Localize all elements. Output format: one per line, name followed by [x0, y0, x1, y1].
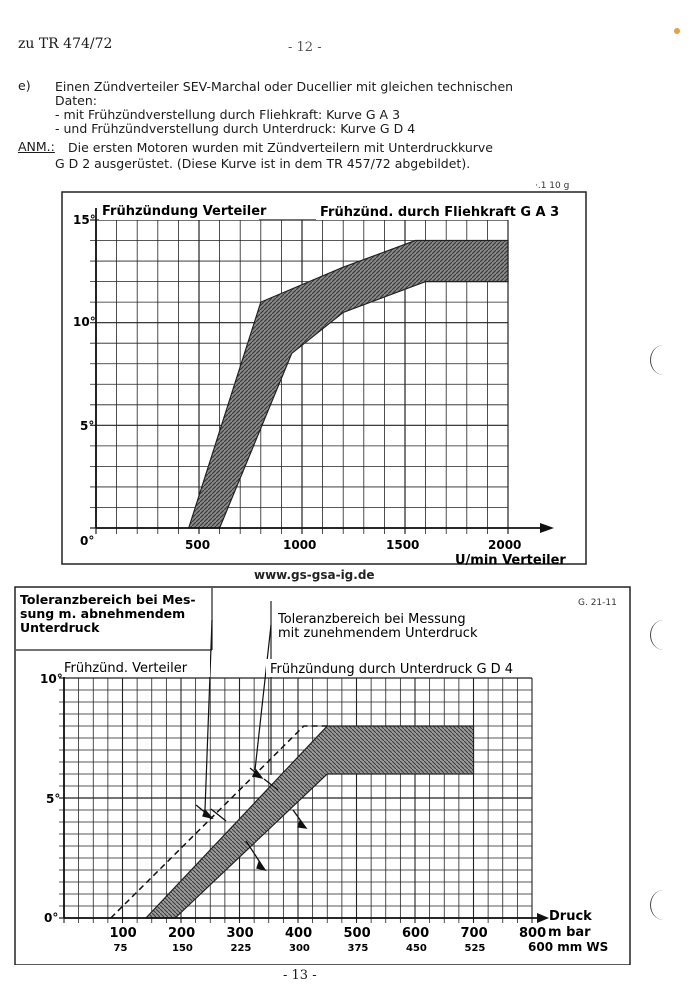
- chart2-x-tick-ws: 375: [347, 943, 369, 954]
- annot-right-line-1: Toleranzbereich bei Messung: [278, 612, 466, 627]
- anm-line-2: G D 2 ausgerüstet. (Diese Kurve ist in dem TR 457/72 abgebildet).: [55, 156, 471, 171]
- text-line-3: - mit Frühzündverstellung durch Fliehkraft: Kurve G A 3: [55, 107, 401, 122]
- watermark: www.gs-gsa-ig.de: [254, 568, 375, 582]
- corner-mark: [674, 28, 680, 34]
- chart1-corner-label: ·.1 10 g: [535, 181, 570, 191]
- chart2-x-tick: 500: [343, 926, 371, 941]
- chart1-left-title: Frühzündung Verteiler: [102, 204, 267, 219]
- text-line-2: Daten:: [55, 93, 98, 108]
- chart2-corner-label: G. 21-11: [578, 598, 617, 608]
- chart2-x-tick: 800: [519, 926, 547, 941]
- chart1-right-title: Frühzünd. durch Fliehkraft G A 3: [320, 205, 560, 220]
- chart2-y-tick-0: 0°: [44, 911, 59, 925]
- chart2-x-tick-ws: 150: [172, 943, 193, 954]
- annot-right-line-2: mit zunehmendem Unterdruck: [278, 626, 478, 641]
- chart1-x-tick-2000: 2000: [488, 538, 522, 552]
- chart1-y-tick-15: 15°: [73, 213, 96, 227]
- chart2-x-tick-ws: 225: [230, 943, 252, 954]
- chart2-x-tick-ws: 450: [406, 943, 427, 954]
- fliehkraft-chart: [0, 170, 700, 570]
- text-line-4: - und Frühzündverstellung durch Unterdruck: Kurve G D 4: [55, 121, 416, 136]
- chart2-x-tick: 300: [226, 926, 254, 941]
- chart1-y-tick-10: 10°: [73, 315, 96, 329]
- chart2-x-label-druck: Druck: [549, 909, 592, 924]
- anm-line-1: Die ersten Motoren wurden mit Zündverteilern mit Unterdruckkurve: [68, 140, 493, 155]
- chart2-x-tick: 600: [402, 926, 430, 941]
- chart2-right-title: Frühzündung durch Unterdruck G D 4: [270, 662, 514, 677]
- annot-left-line-1: Toleranzbereich bei Mes-: [20, 592, 196, 607]
- chart2-x-axis-arrow: [537, 913, 549, 923]
- chart1-x-tick-1000: 1000: [283, 538, 317, 552]
- anm-label: ANM.:: [18, 139, 55, 154]
- chart2-x-tick: 700: [460, 926, 488, 941]
- text-line-1: Einen Zündverteiler SEV-Marchal oder Ducellier mit gleichen technischen: [55, 79, 514, 94]
- page-number-top: - 12 -: [288, 40, 322, 55]
- chart2-left-title: Frühzünd. Verteiler: [64, 661, 188, 676]
- chart2-x-label-mbar: m bar: [548, 925, 591, 940]
- chart1-x-tick-500: 500: [185, 538, 211, 552]
- chart2-x-tick-ws: 75: [113, 943, 128, 954]
- chart2-y-tick-10: 10°: [40, 672, 63, 686]
- chart1-x-unit: U/min Verteiler: [455, 553, 566, 568]
- chart2-x-tick: 400: [285, 926, 313, 941]
- annot-left-line-2: sung m. abnehmendem: [20, 606, 186, 621]
- chart2-x-tick: 100: [109, 926, 137, 941]
- chart1-y-tick-5: 5°: [80, 419, 95, 433]
- chart1-x-axis-arrow: [540, 523, 554, 533]
- chart2-y-tick-5: 5°: [46, 792, 61, 806]
- chart2-x-tick: 200: [168, 926, 196, 941]
- document-reference: zu TR 474/72: [18, 36, 113, 52]
- unterdruck-chart: [0, 585, 700, 965]
- chart1-x-tick-1500: 1500: [386, 538, 420, 552]
- page-number-bottom: - 13 -: [283, 968, 317, 983]
- chart2-x-tick-ws: 525: [464, 943, 486, 954]
- annot-left-line-3: Unterdruck: [20, 620, 100, 635]
- item-marker: e): [18, 78, 31, 93]
- chart2-x-label-ws: 600 mm WS: [528, 940, 609, 954]
- chart2-x-tick-ws: 300: [289, 943, 310, 954]
- chart1-y-tick-0: 0°: [80, 534, 95, 548]
